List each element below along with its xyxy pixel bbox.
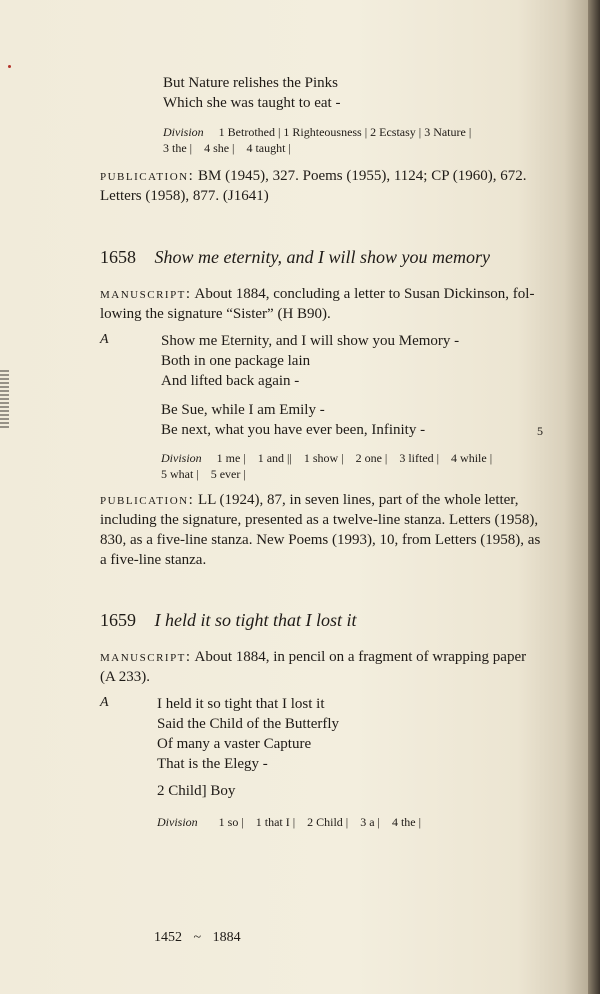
footer-year: 1884	[212, 930, 241, 945]
page-footer	[154, 930, 241, 946]
poem-title: I held it so tight that I lost it	[154, 610, 357, 630]
poem-heading	[100, 247, 490, 268]
publication-line: including the signature, presented as a twelve-line stanza. Letters (1958),	[100, 512, 539, 528]
publication-line	[100, 166, 527, 186]
division-values: 1 Betrothed | 1 Righteousness | 2 Ecstasy | 3 Nature |	[218, 125, 472, 139]
verse-line: I held it so tight that I lost it	[157, 696, 325, 712]
poem-title: Show me eternity, and I will show you memory	[154, 247, 490, 267]
variant-reading: 2 Child] Boy	[157, 783, 236, 799]
verse-line: Which she was taught to eat -	[163, 95, 341, 111]
publication-text: LL (1924), 87, in seven lines, part of the whole letter,	[198, 492, 519, 508]
page-number: 1452	[154, 930, 182, 945]
ornament-icon: ~	[193, 930, 202, 945]
verse-line: Be next, what you have ever been, Infinity -	[161, 422, 426, 438]
publication-line: Letters (1958), 877. (J1641)	[100, 188, 269, 204]
manuscript-line	[100, 647, 526, 667]
verse-line: Show me Eternity, and I will show you Memory -	[161, 333, 460, 349]
verse-line: And lifted back again -	[161, 373, 300, 389]
poem-number: 1659	[100, 610, 136, 630]
publication-text: BM (1945), 327. Poems (1955), 1124; CP (1960), 672.	[198, 168, 527, 184]
poem-heading	[100, 610, 357, 631]
publication-label: publication:	[100, 168, 195, 184]
line-number: 5	[537, 424, 543, 438]
publication-line	[100, 490, 518, 510]
division-label: Division	[161, 451, 202, 465]
book-spine	[588, 0, 600, 994]
version-label: A	[100, 332, 109, 347]
manuscript-label: manuscript:	[100, 649, 192, 665]
page-edge-shadow	[0, 370, 9, 430]
division-row	[157, 814, 421, 830]
manuscript-text: About 1884, in pencil on a fragment of wrapping paper	[194, 649, 527, 665]
manuscript-text: About 1884, concluding a letter to Susan Dickinson, fol-	[194, 286, 535, 302]
verse-line: Of many a vaster Capture	[157, 736, 312, 752]
manuscript-line: (A 233).	[100, 669, 150, 685]
division-row-continued: 3 the | 4 she | 4 taught |	[163, 141, 291, 155]
version-label: A	[100, 695, 109, 710]
division-row	[161, 450, 492, 466]
red-mark	[8, 65, 11, 68]
verse-line: Both in one package lain	[161, 353, 311, 369]
division-label: Division	[157, 815, 198, 829]
publication-line: 830, as a five-line stanza. New Poems (1993), 10, from Letters (1958), as	[100, 532, 541, 548]
publication-line: a five-line stanza.	[100, 552, 207, 568]
manuscript-line	[100, 284, 534, 304]
verse-line: But Nature relishes the Pinks	[163, 75, 338, 91]
division-row	[163, 124, 471, 140]
verse-line: Be Sue, while I am Emily -	[161, 402, 325, 418]
poem-number: 1658	[100, 247, 136, 267]
manuscript-line: lowing the signature “Sister” (H B90).	[100, 306, 331, 322]
division-values: 1 so | 1 that I | 2 Child | 3 a | 4 the |	[218, 815, 422, 829]
verse-line: Said the Child of the Butterfly	[157, 716, 340, 732]
division-row-continued: 5 what | 5 ever |	[161, 467, 246, 481]
division-values: 1 me | 1 and || 1 show | 2 one | 3 lifted | 4 while |	[216, 451, 493, 465]
publication-label: publication:	[100, 492, 195, 508]
verse-line: That is the Elegy -	[157, 756, 268, 772]
division-label: Division	[163, 125, 204, 139]
manuscript-label: manuscript:	[100, 286, 192, 302]
